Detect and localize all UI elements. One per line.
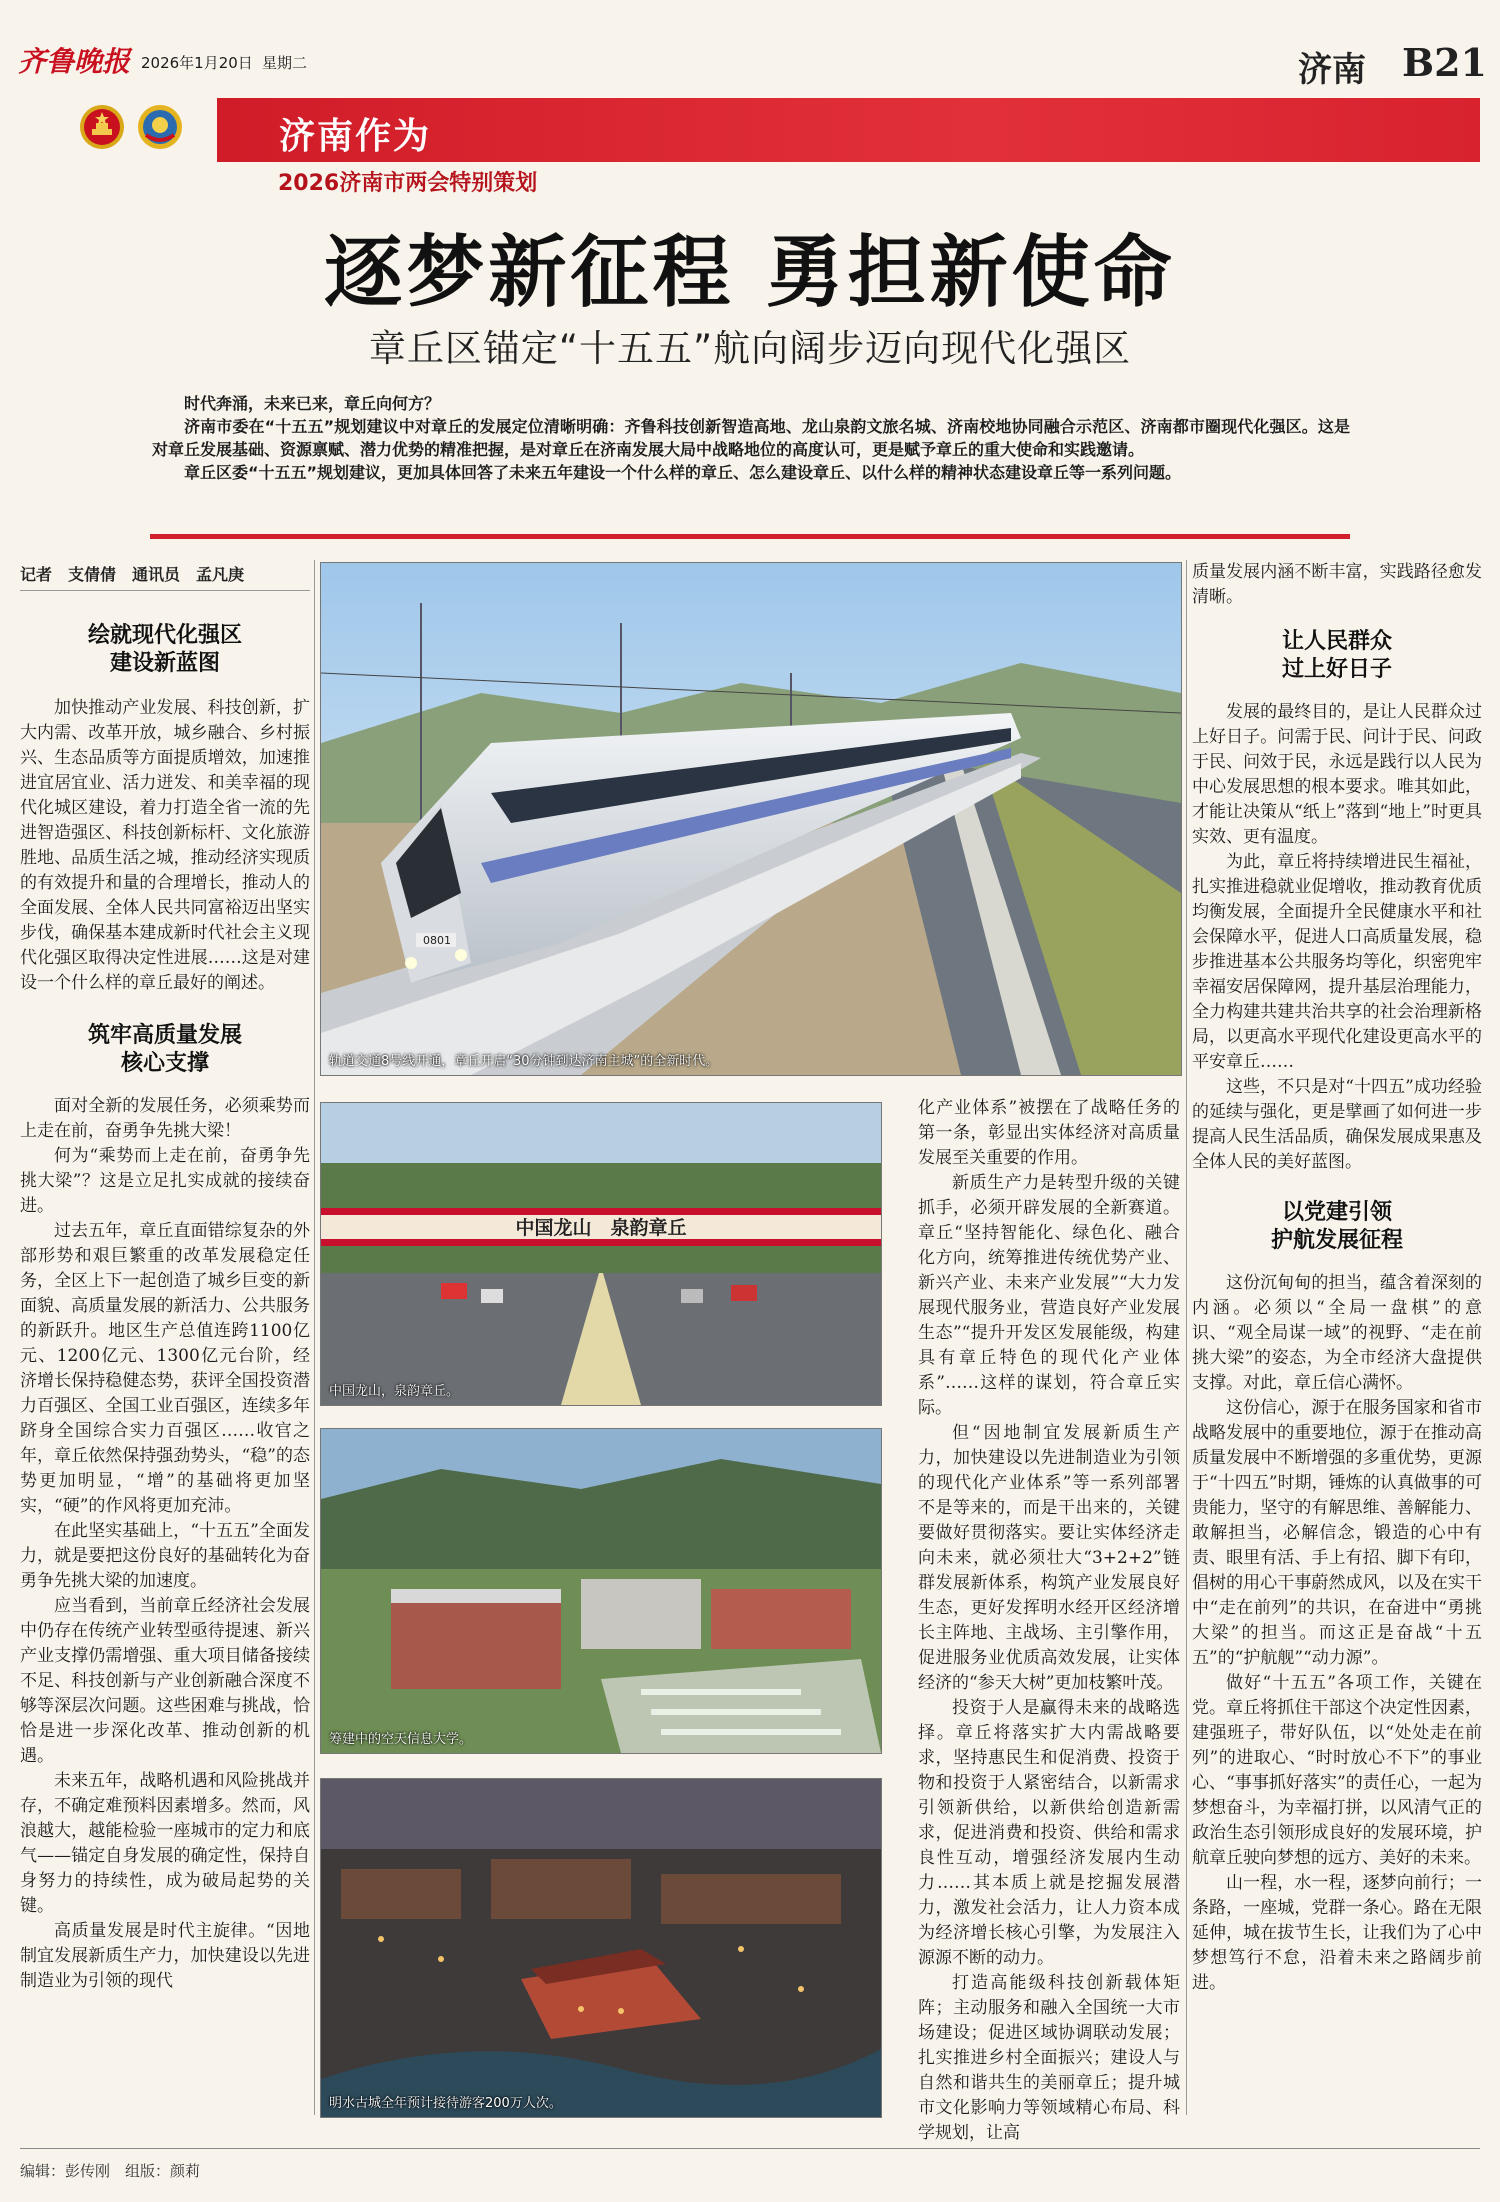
paragraph: 投资于人是赢得未来的战略选择。章丘将落实扩大内需战略要求，坚持惠民生和促消费、投资于物和投资于人紧密结合，以新需求引领新供给，以新供给创造新需求，促进消费和投资、供给和需求良性互动，增强经济发展内生动力……其本质上就是挖掘发展潜力，激发社会活力，让人力资本成为经济增长核心引擎，为发展注入源源不断的动力。	[918, 1698, 1180, 1968]
article-text	[1192, 1271, 1482, 1996]
photo-longshan-gateway	[320, 1102, 882, 1406]
photo-caption: 明水古城全年预计接待游客200万人次。	[329, 2096, 562, 2111]
heading-line: 护航发展征程	[1270, 1228, 1403, 1253]
article-text	[20, 696, 310, 996]
photo-aerospace-university	[320, 1428, 882, 1754]
article-text	[20, 1094, 310, 1994]
paragraph: 新质生产力是转型升级的关键抓手，必须开辟发展的全新赛道。章丘“坚持智能化、绿色化、融合化方向，统筹推进传统优势产业、新兴产业、未来产业发展”“大力发展现代服务业，营造良好产业发展生态”“提升开发区发展能级，构建具有章丘特色的现代化产业体系”……这样的谋划，符合章丘实际。	[918, 1173, 1180, 1418]
lead-line: 章丘区委“十五五”规划建议，更加具体回答了未来五年建设一个什么样的章丘、怎么建设章丘、以什么样的精神状态建设章丘等一系列问题。	[184, 463, 1182, 482]
column-rule	[314, 560, 315, 2115]
article-text	[1192, 560, 1482, 610]
paragraph: 为此，章丘将持续增进民生福祉，扎实推进稳就业促增收，推动教育优质均衡发展，全面提升全民健康水平和社会保障水平，促进人口高质量发展，稳步推进基本公共服务均等化，织密兜牢幸福安居保障网，提升基层治理能力，全力构建共建共治共享的社会治理新格局，以更高水平现代化建设更高水平的平安章丘……	[1192, 852, 1482, 1072]
metro-illustration	[321, 563, 1181, 1075]
paragraph: 面对全新的发展任务，必须乘势而上走在前，奋勇争先挑大梁！	[20, 1096, 310, 1141]
page-number: B21	[1402, 40, 1487, 85]
section-heading	[20, 1022, 310, 1078]
sub-headline: 章丘区锚定“十五五”航向阔步迈向现代化强区	[368, 327, 1132, 370]
photo-caption: 中国龙山，泉韵章丘。	[329, 1384, 460, 1399]
train-number: 0801	[423, 934, 451, 947]
banner-title: 济南作为	[279, 116, 432, 157]
masthead	[0, 0, 1500, 92]
paragraph: 在此坚实基础上，“十五五”全面发力，就是要把这份良好的基础转化为奋勇争先挑大梁的加速度。	[20, 1521, 310, 1591]
byline: 记者 支倩倩 通讯员 孟凡庚	[20, 565, 245, 584]
main-headline: 逐梦新征程 勇担新使命	[324, 227, 1176, 318]
lead-divider	[150, 534, 1350, 539]
issue-weekday: 星期二	[262, 54, 308, 72]
heading-line: 过上好日子	[1281, 657, 1392, 682]
column-1	[20, 622, 310, 1994]
paragraph: 这些，不只是对“十四五”成功经验的延续与强化，更是擘画了如何进一步提高人民生活品质，确保发展成果惠及全体人民的美好蓝图。	[1192, 1077, 1482, 1172]
ancient-city-illustration	[321, 1779, 881, 2117]
column-rule	[1186, 560, 1187, 2115]
paragraph: 未来五年，战略机遇和风险挑战并存，不确定难预料因素增多。然而，风浪越大，越能检验一座城市的定力和底气——锚定自身发展的确定性，保持自身努力的持续性，成为破局起势的关键。	[20, 1771, 310, 1916]
heading-line: 绘就现代化强区	[87, 623, 242, 648]
feature-banner	[217, 98, 1480, 162]
column-3	[918, 1096, 1180, 2146]
heading-line: 核心支撑	[120, 1051, 209, 1076]
lead-line: 济南市委在“十五五”规划建议中对章丘的发展定位清晰明确：齐鲁科技创新智造高地、龙山泉韵文旅名城、济南校地协同融合示范区、济南都市圈现代化强区。这是对章丘发展基础、资源禀赋、潜力优势的精准把握，是对章丘在济南发展大局中战略地位的高度认可，更是赋予章丘的重大使命和实践邀请。	[152, 417, 1350, 459]
paragraph: 这份信心，源于在服务国家和省市战略发展中的重要地位，源于在推动高质量发展中不断增强的多重优势，更源于“十四五”时期，锤炼的认真做事的可贵能力，坚守的有解思维、善解能力、敢解担当，必解信念，锻造的心中有责、眼里有活、手上有招、脚下有印，倡树的用心干事蔚然成风，以及在实干中“走在前列”的共识，在奋进中“勇挑大梁”的担当。而这正是奋战“十五五”的“护航舰”“动力源”。	[1192, 1398, 1482, 1668]
byline-rule	[20, 590, 310, 591]
heading-line: 筑牢高质量发展	[87, 1023, 242, 1048]
banner-subtitle: 2026济南市两会特别策划	[278, 171, 538, 196]
footer-rule	[20, 2148, 1480, 2149]
paragraph: 发展的最终目的，是让人民群众过上好日子。问需于民、问计于民、问政于民、问效于民，永远是践行以人民为中心发展思想的根本要求。唯其如此，才能让决策从“纸上”落到“地上”时更具实效、更有温度。	[1192, 702, 1482, 847]
lead-paragraph	[152, 392, 1350, 484]
paragraph: 山一程，水一程，逐梦向前行；一条路，一座城，党群一条心。路在无限延伸，城在拔节生长，让我们为了心中梦想笃行不怠，沿着未来之路阔步前进。	[1192, 1873, 1482, 1993]
gateway-illustration	[321, 1103, 881, 1405]
section-heading	[1192, 1199, 1482, 1255]
article-text	[1192, 700, 1482, 1175]
newspaper-logo: 齐鲁晚报	[18, 45, 131, 78]
cppcc-emblem-icon	[136, 103, 184, 151]
heading-line: 建设新蓝图	[109, 651, 220, 676]
paragraph: 做好“十五五”各项工作，关键在党。章丘将抓住干部这个决定性因素，建强班子，带好队伍，以“处处走在前列”的进取心、“时时放心不下”的事业心、“事事抓好落实”的责任心，一起为梦想奋斗，为幸福打拼，以风清气正的政治生态引领形成良好的发展环境，护航章丘驶向梦想的远方、美好的未来。	[1192, 1673, 1482, 1868]
lead-line: 时代奔涌，未来已来，章丘向何方？	[184, 394, 441, 413]
paragraph: 何为“乘势而上走在前，奋勇争先挑大梁”？这是立足扎实成就的接续奋进。	[20, 1146, 310, 1216]
footer-credits: 编辑：彭传刚 组版：颜莉	[20, 2162, 201, 2180]
paragraph: 应当看到，当前章丘经济社会发展中仍存在传统产业转型亟待提速、新兴产业支撑仍需增强、重大项目储备接续不足、科技创新与产业创新融合深度不够等深层次问题。这些困难与挑战，恰恰是进一步深化改革、推动创新的机遇。	[20, 1596, 310, 1766]
photo-metro-line-8	[320, 562, 1182, 1076]
section-heading	[20, 622, 310, 678]
photo-caption: 筹建中的空天信息大学。	[329, 1732, 473, 1747]
heading-line: 以党建引领	[1281, 1200, 1392, 1225]
paragraph: 打造高能级科技创新载体矩阵；主动服务和融入全国统一大市场建设；促进区域协调联动发展；扎实推进乡村全面振兴；建设人与自然和谐共生的美丽章丘；提升城市文化影响力等领域精心布局、科学规划，让高	[918, 1973, 1180, 2143]
paragraph: 质量发展内涵不断丰富，实践路径愈发清晰。	[1192, 562, 1482, 607]
issue-date: 2026年1月20日	[141, 54, 253, 72]
section-name: 济南	[1298, 50, 1366, 90]
paragraph: 加快推动产业发展、科技创新，扩大内需、改革开放，城乡融合、乡村振兴、生态品质等方面提质增效，加速推进宜居宜业、活力迸发、和美幸福的现代化城区建设，着力打造全省一流的先进智造强区、科技创新标杆、文化旅游胜地、品质生活之城，推动经济实现质的有效提升和量的合理增长，推动人的全面发展、全体人民共同富裕迈出坚实步伐，确保基本建成新时代社会主义现代化强区取得决定性进展……这是对建设一个什么样的章丘最好的阐述。	[20, 698, 310, 993]
paragraph: 高质量发展是时代主旋律。“因地制宜发展新质生产力，加快建设以先进制造业为引领的现代	[20, 1921, 310, 1991]
university-illustration	[321, 1429, 881, 1753]
column-4	[1192, 560, 1482, 1996]
paragraph: 这份沉甸甸的担当，蕴含着深刻的内涵。必须以“全局一盘棋”的意识、“观全局谋一域”的视野、“走在前挑大梁”的姿态，为全市经济大盘提供支撑。对此，章丘信心满怀。	[1192, 1273, 1482, 1393]
paragraph: 过去五年，章丘直面错综复杂的外部形势和艰巨繁重的改革发展稳定任务，全区上下一起创造了城乡巨变的新面貌、高质量发展的新活力、公共服务的新跃升。地区生产总值连跨1100亿元、1200亿元、1300亿元台阶，经济增长保持稳健态势，获评全国投资潜力百强区、全国工业百强区，连续多年跻身全国综合实力百强区……收官之年，章丘依然保持强劲势头，“稳”的态势更加明显，“增”的基础将更加坚实，“硬”的作风将更加充沛。	[20, 1221, 310, 1516]
paragraph: 化产业体系”被摆在了战略任务的第一条，彰显出实体经济对高质量发展至关重要的作用。	[918, 1098, 1180, 1168]
paragraph: 但“因地制宜发展新质生产力，加快建设以先进制造业为引领的现代化产业体系”等一系列部署不是等来的，而是干出来的，关键要做好贯彻落实。要让实体经济走向未来，就必须壮大“3+2+2”链群发展新体系，构筑产业发展良好生态，更好发挥明水经开区经济增长主阵地、主战场、主引擎作用，促进服务业优质高效发展，让实体经济的“参天大树”更加枝繁叶茂。	[918, 1423, 1180, 1693]
national-emblem-icon	[78, 103, 126, 151]
photo-caption: 轨道交通8号线开通，章丘开启“30分钟到达济南主城”的全新时代。	[329, 1054, 719, 1069]
heading-line: 让人民群众	[1281, 629, 1392, 654]
section-heading	[1192, 628, 1482, 684]
photo-mingshui-ancient-city	[320, 1778, 882, 2118]
gateway-sign-text: 中国龙山 泉韵章丘	[515, 1217, 687, 1239]
